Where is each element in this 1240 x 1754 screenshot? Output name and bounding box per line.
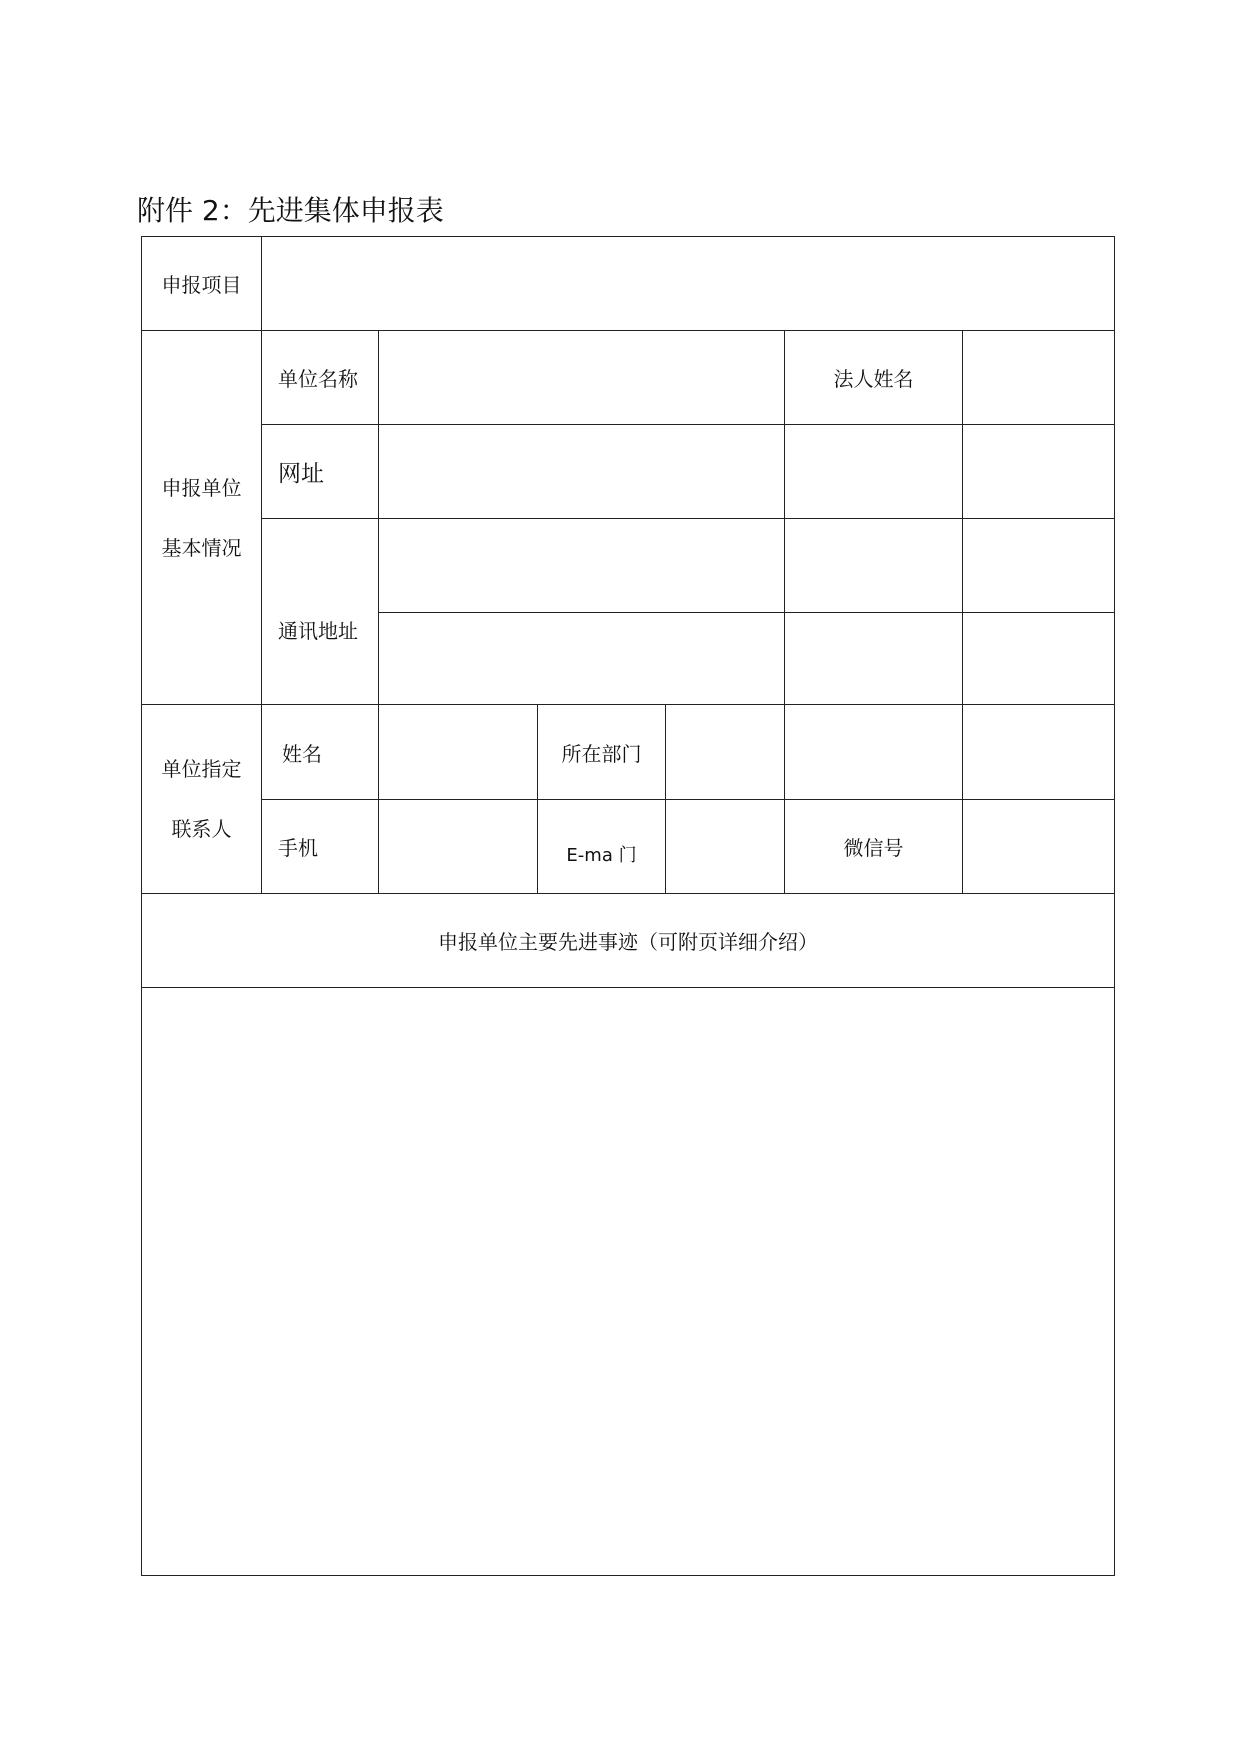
email-input-cell[interactable] bbox=[666, 800, 785, 894]
row-project bbox=[142, 237, 1115, 331]
unit-name-label: 单位名称 bbox=[262, 331, 379, 425]
project-input-cell[interactable] bbox=[262, 237, 1115, 331]
mobile-label: 手机 bbox=[262, 800, 379, 894]
address-extra-cell-2[interactable] bbox=[963, 519, 1115, 613]
address-extra-cell-4[interactable] bbox=[963, 613, 1115, 705]
wechat-label: 微信号 bbox=[785, 800, 963, 894]
email-label: E-ma 门 bbox=[538, 800, 666, 894]
deeds-label: 申报单位主要先进事迹（可附页详细介绍） bbox=[142, 894, 1115, 988]
website-input-cell[interactable] bbox=[379, 425, 785, 519]
row-contact-phone bbox=[142, 800, 1115, 894]
legal-person-input-cell[interactable] bbox=[963, 331, 1115, 425]
contact-extra-cell-1[interactable] bbox=[785, 705, 963, 800]
contact-section-label-line1: 单位指定 bbox=[161, 757, 242, 781]
address-extra-cell-3[interactable] bbox=[785, 613, 963, 705]
application-form-table bbox=[141, 236, 1115, 1576]
address-label: 通讯地址 bbox=[262, 519, 379, 705]
unit-section-label-line1: 申报单位 bbox=[161, 475, 242, 500]
row-contact-name bbox=[142, 705, 1115, 800]
row-deeds-header bbox=[142, 894, 1115, 988]
contact-name-input-cell[interactable] bbox=[379, 705, 538, 800]
row-unit-name bbox=[142, 331, 1115, 425]
contact-name-label: 姓名 bbox=[262, 705, 379, 800]
address-input-cell-1[interactable] bbox=[379, 519, 785, 613]
website-extra-cell-2[interactable] bbox=[963, 425, 1115, 519]
row-address-1 bbox=[142, 519, 1115, 613]
mobile-input-cell[interactable] bbox=[379, 800, 538, 894]
address-input-cell-2[interactable] bbox=[379, 613, 785, 705]
wechat-input-cell[interactable] bbox=[963, 800, 1115, 894]
project-label: 申报项目 bbox=[142, 237, 262, 331]
department-input-cell[interactable] bbox=[666, 705, 785, 800]
row-website bbox=[142, 425, 1115, 519]
unit-name-input-cell[interactable] bbox=[379, 331, 785, 425]
address-extra-cell-1[interactable] bbox=[785, 519, 963, 613]
deeds-input-area[interactable] bbox=[142, 988, 1115, 1576]
contact-section-label bbox=[142, 705, 262, 894]
website-label: 网址 bbox=[262, 425, 379, 519]
row-deeds-content bbox=[142, 988, 1115, 1576]
unit-section-label-line2: 基本情况 bbox=[161, 535, 242, 560]
legal-person-label: 法人姓名 bbox=[785, 331, 963, 425]
website-extra-cell[interactable] bbox=[785, 425, 963, 519]
unit-section-label bbox=[142, 331, 262, 705]
document-title: 附件 2：先进集体申报表 bbox=[137, 194, 444, 227]
department-label: 所在部门 bbox=[538, 705, 666, 800]
contact-section-label-line2: 联系人 bbox=[171, 817, 232, 841]
contact-extra-cell-2[interactable] bbox=[963, 705, 1115, 800]
